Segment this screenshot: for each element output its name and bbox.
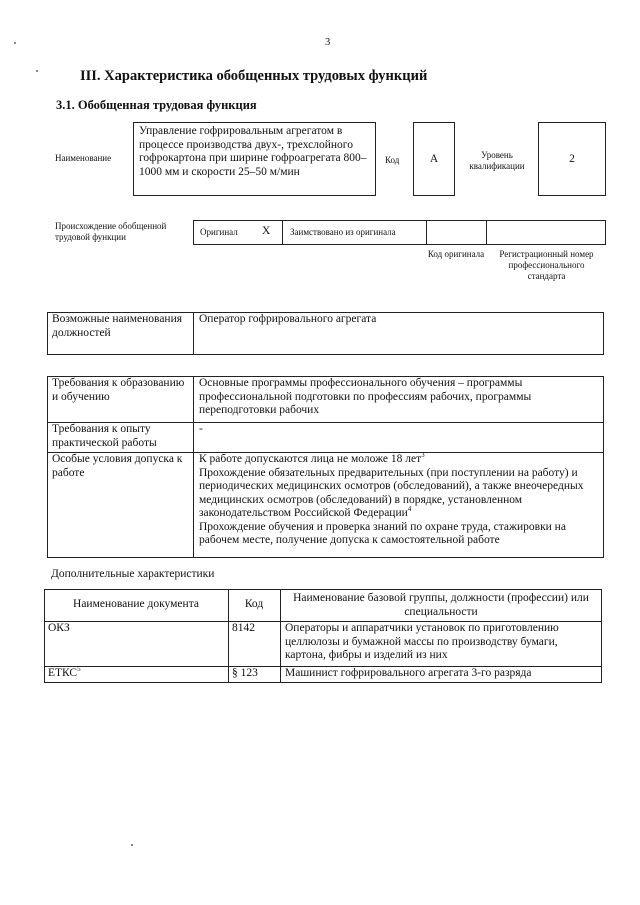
row-doc: ОКЗ: [48, 622, 70, 634]
requirements-divider: [193, 376, 194, 558]
admission-line: Прохождение обучения и проверка знаний по охране труда, стажировки на рабочем месте, получение допуска к самостоятельной работе: [199, 520, 566, 546]
level-box: [538, 122, 606, 196]
origin-divider: [282, 220, 283, 245]
level-value: 2: [569, 153, 575, 165]
section-title: III. Характеристика обобщенных трудовых функций: [80, 68, 428, 84]
name-label: Наименование: [55, 153, 112, 163]
row-code: § 123: [232, 667, 258, 679]
scan-speck: [131, 844, 133, 846]
code-value: А: [429, 153, 439, 165]
code-original-caption: Код оригинала: [427, 249, 485, 259]
level-label: Уровень квалификации: [469, 150, 525, 171]
origin-table: [193, 220, 606, 245]
page-number: 3: [325, 37, 331, 48]
admission-label: Особые условия допуска к работе: [52, 453, 183, 479]
code-label: Код: [385, 155, 400, 165]
row-code: 8142: [232, 622, 255, 634]
education-value: Основные программы профессионального обучения – программы профессиональной подготовки по профессиям рабочих, программы переподготовки рабочих: [199, 377, 532, 416]
additional-title: Дополнительные характеристики: [51, 568, 215, 580]
original-mark: X: [262, 225, 271, 237]
admission-line: К работе допускаются лица не моложе 18 лет$^3$: [199, 451, 425, 465]
positions-divider: [193, 312, 194, 355]
scan-speck: [14, 42, 16, 44]
reg-number-caption: Регистрационный номер профессионального стандарта: [499, 249, 594, 281]
admission-value: [199, 453, 599, 548]
origin-label: Происхождение обобщенной трудовой функции: [55, 221, 167, 242]
subsection-title: 3.1. Обобщенная трудовая функция: [56, 98, 257, 112]
experience-label: Требования к опыту практической работы: [52, 423, 157, 449]
origin-divider: [486, 220, 487, 245]
original-label: Оригинал: [200, 227, 238, 237]
positions-value: Оператор гофрировального агрегата: [199, 313, 377, 325]
origin-divider: [426, 220, 427, 245]
borrowed-label: Заимствовано из оригинала: [290, 227, 396, 237]
additional-col-divider: [280, 589, 281, 683]
header-name: Наименование базовой группы, должности (профессии) или специальности: [293, 592, 589, 618]
row-name: Операторы и аппаратчики установок по приготовлению целлюлозы и бумажной массы по производству бумаги, картона, фибры и изделий из них: [285, 622, 559, 661]
admission-line: Прохождение обязательных предварительных (при поступлении на работу) и периодических медицинских осмотров (обследований), а также внеочередных медицинских осмотров (обследований) в порядке, установленном законодательством Российской Федерации$^4$: [199, 466, 584, 519]
education-label: Требования к образованию и обучению: [52, 377, 185, 403]
scan-speck: [36, 70, 38, 72]
row-doc: ЕТКС$^5$: [48, 665, 81, 679]
experience-value: -: [199, 423, 203, 435]
positions-label: Возможные наименования должностей: [52, 313, 183, 339]
function-name-value: Управление гофрировальным агрегатом в процессе производства двух-, трехслойного гофрокартона при ширине гофроагрегата 800–1000 мм и скорости 25–50 м/мин: [139, 125, 367, 178]
header-document: Наименование документа: [73, 598, 199, 610]
function-name-box: [133, 122, 376, 196]
row-name: Машинист гофрировального агрегата 3-го разряда: [285, 667, 532, 679]
code-box: [413, 122, 455, 196]
header-code: Код: [244, 598, 264, 610]
